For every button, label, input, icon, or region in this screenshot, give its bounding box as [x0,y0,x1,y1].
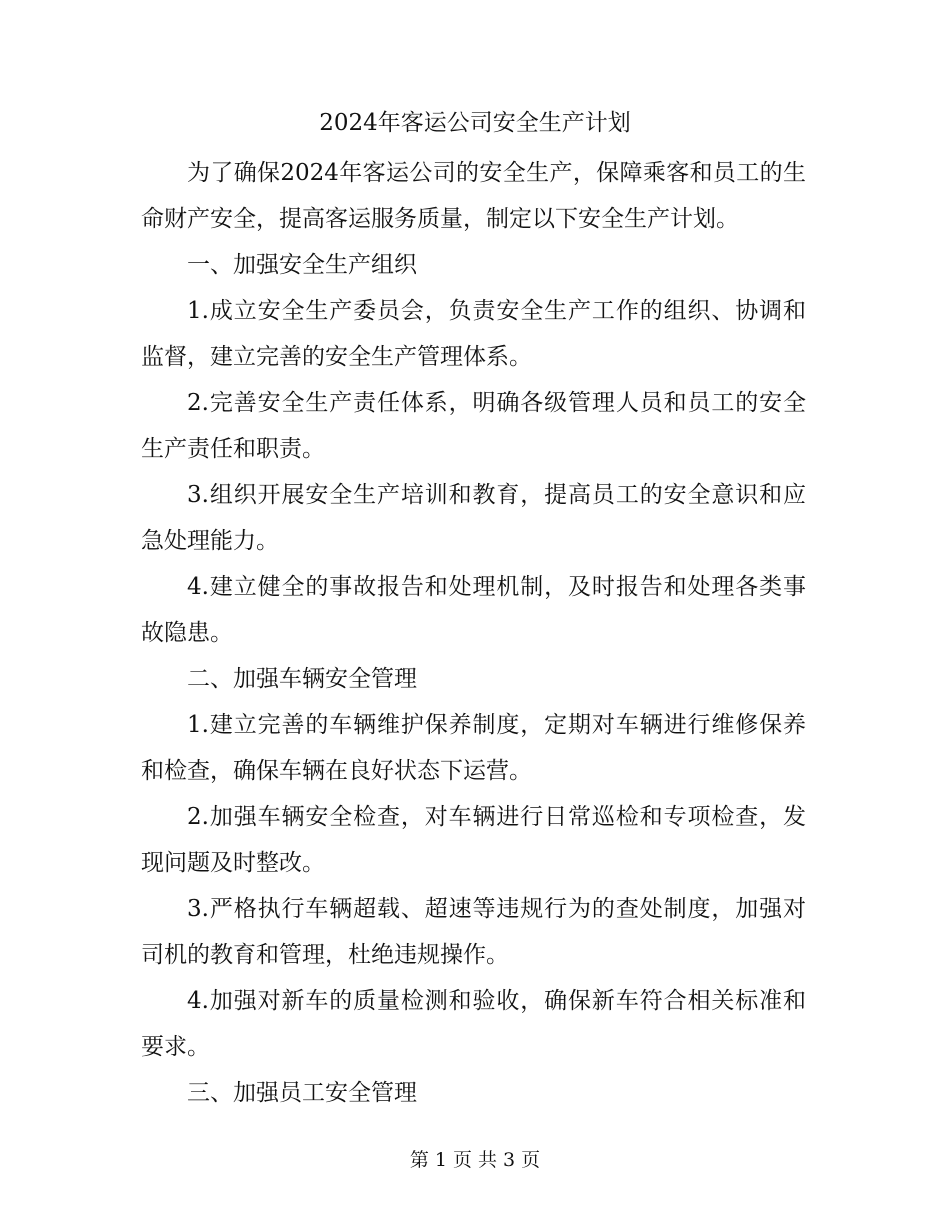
intro-paragraph: 为了确保2024年客运公司的安全生产，保障乘客和员工的生命财产安全，提高客运服务质量，制定以下安全生产计划。 [141,160,806,232]
page-number-footer: 第 1 页 共 3 页 [409,1149,541,1171]
section-2-item-1: 1.建立完善的车辆维护保养制度，定期对车辆进行维修保养和检查，确保车辆在良好状态下运营。 [141,712,806,784]
section-1-item-1: 1.成立安全生产委员会，负责安全生产工作的组织、协调和监督，建立完善的安全生产管理体系。 [141,298,806,370]
document-body [141,150,806,1116]
section-1-item-4: 4.建立健全的事故报告和处理机制，及时报告和处理各类事故隐患。 [141,574,806,646]
section-1-item-3: 3.组织开展安全生产培训和教育，提高员工的安全意识和应急处理能力。 [141,482,806,554]
section-2-item-3: 3.严格执行车辆超载、超速等违规行为的查处制度，加强对司机的教育和管理，杜绝违规操作。 [141,896,806,968]
section-heading-3: 三、加强员工安全管理 [187,1080,417,1106]
document-title: 2024年客运公司安全生产计划 [319,110,631,136]
section-heading-1: 一、加强安全生产组织 [187,252,417,278]
section-heading-2: 二、加强车辆安全管理 [187,666,417,692]
section-2-item-4: 4.加强对新车的质量检测和验收，确保新车符合相关标准和要求。 [141,988,806,1060]
section-2-item-2: 2.加强车辆安全检查，对车辆进行日常巡检和专项检查，发现问题及时整改。 [141,804,806,876]
section-1-item-2: 2.完善安全生产责任体系，明确各级管理人员和员工的安全生产责任和职责。 [141,390,806,462]
